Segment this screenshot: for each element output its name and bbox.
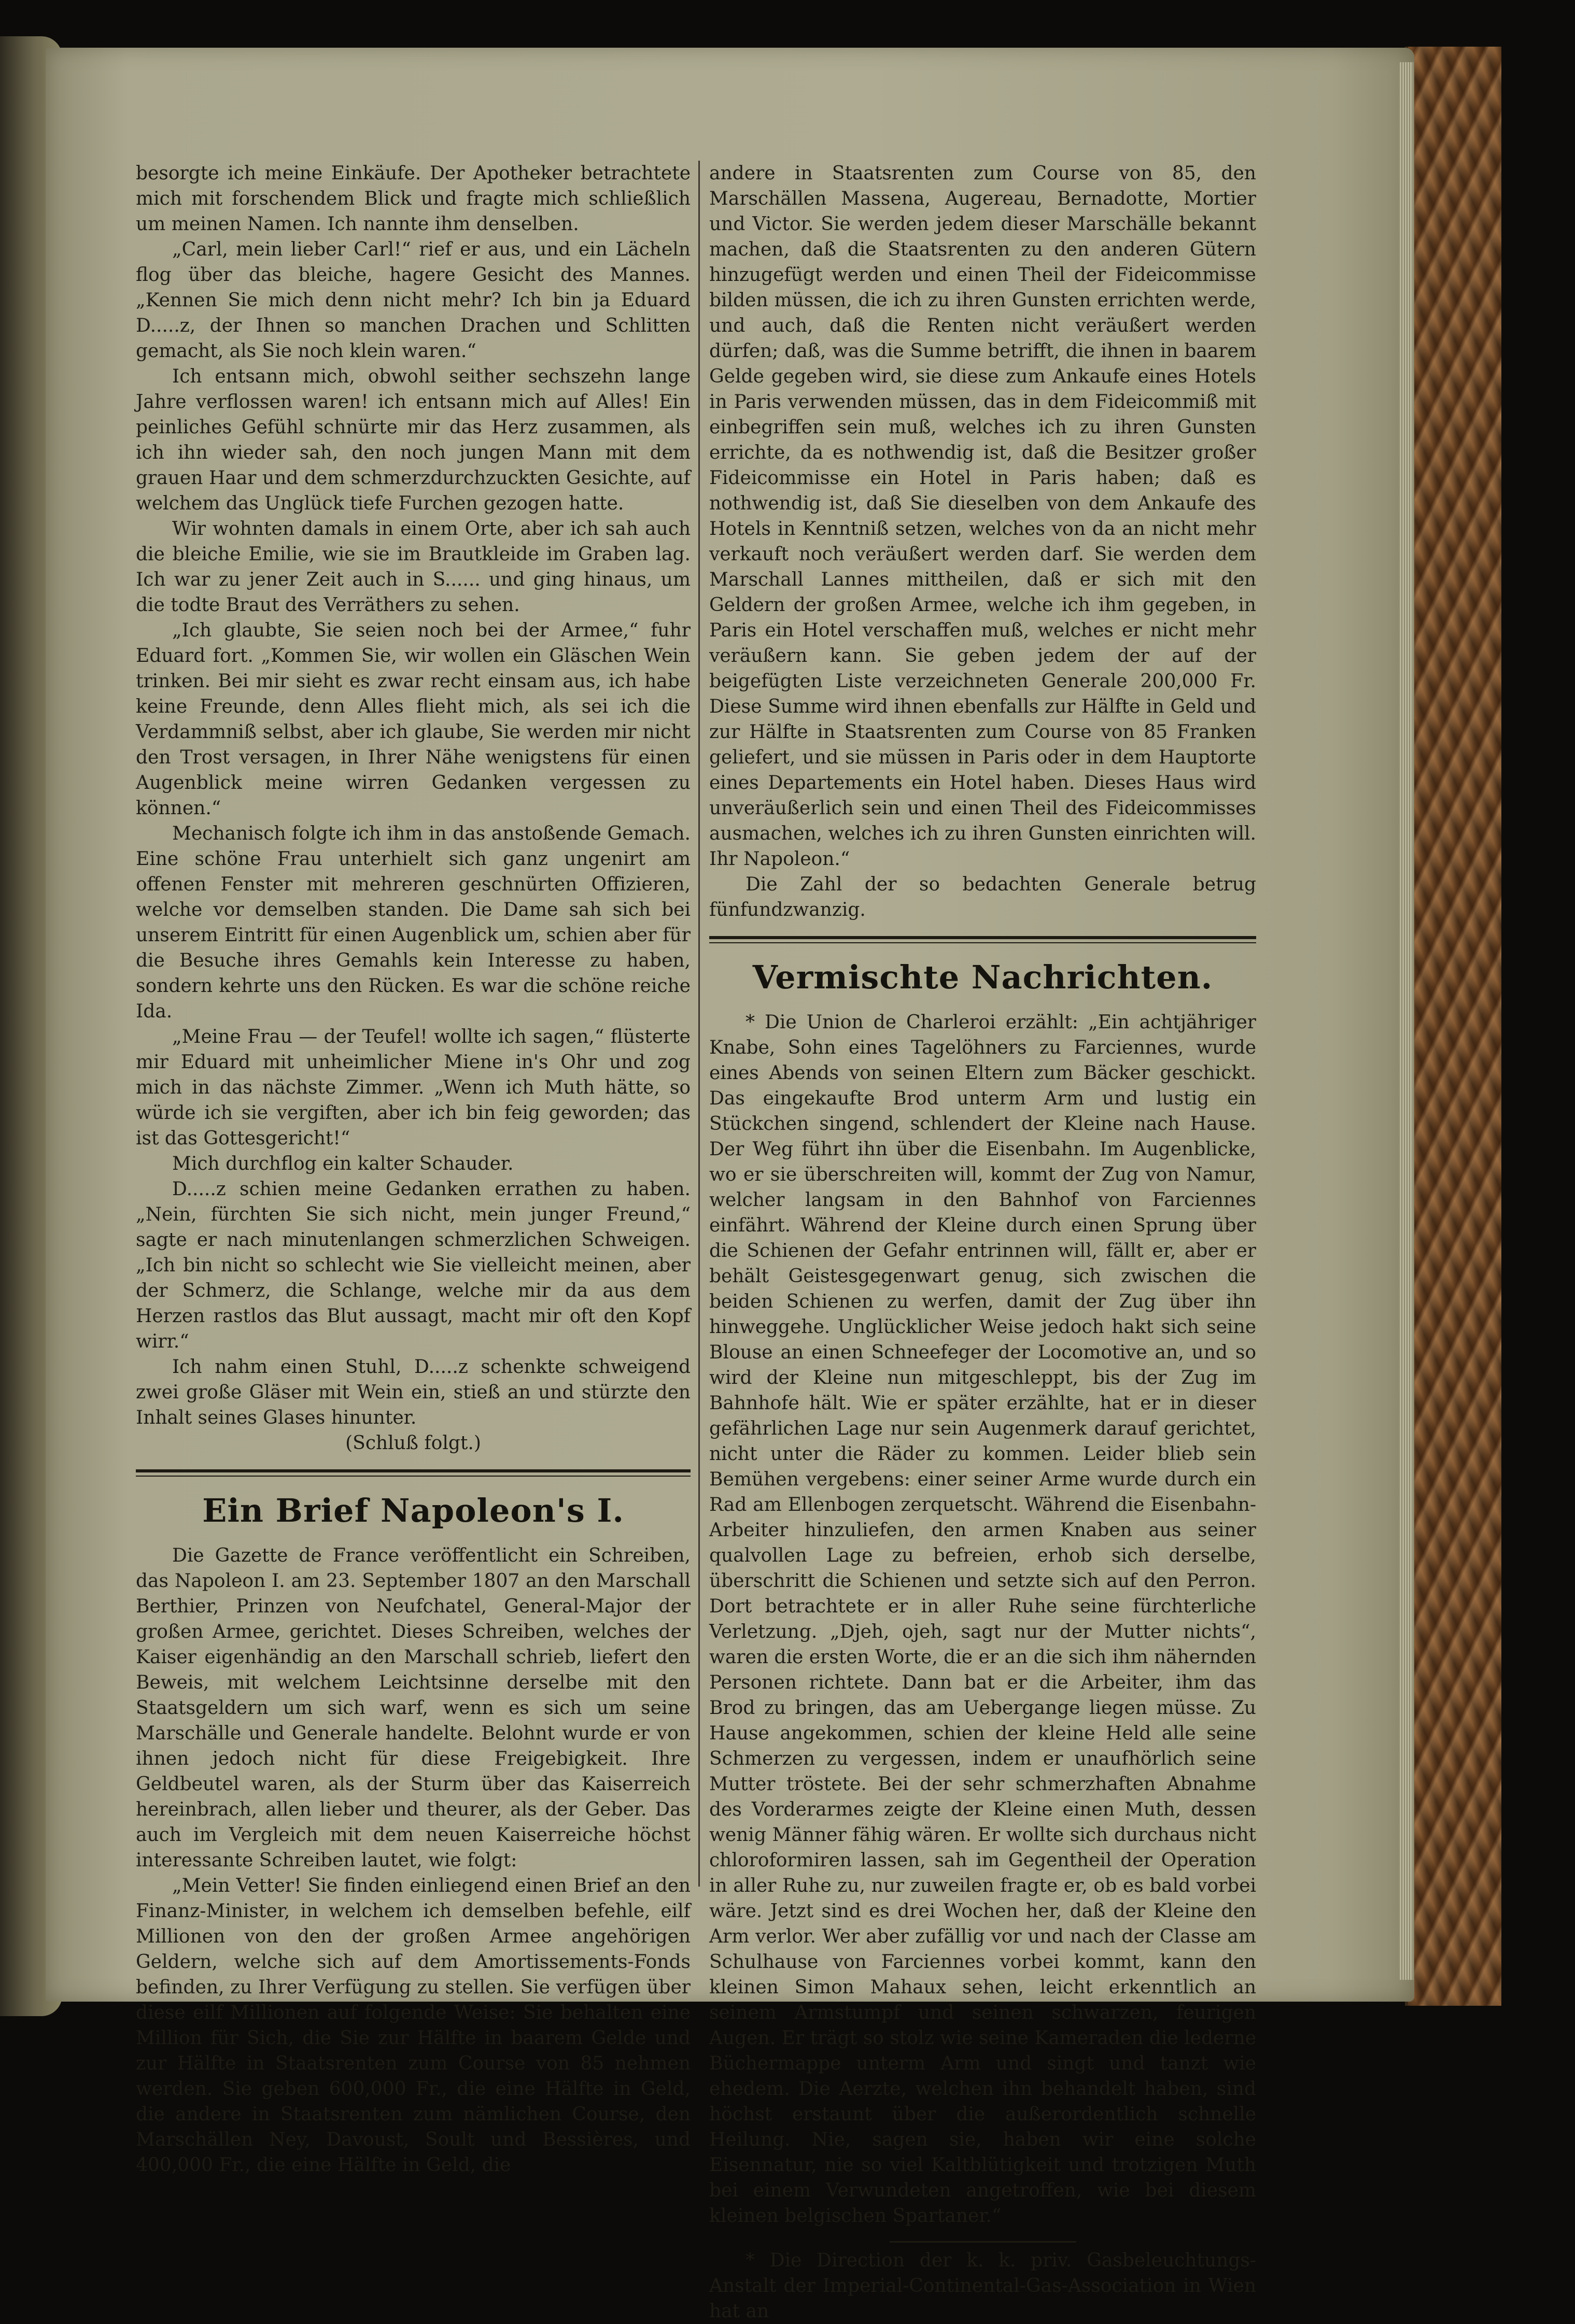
letter-heading: Ein Brief Napoleon's I. bbox=[202, 1492, 624, 1529]
story-paragraph: Mich durchflog ein kalter Schauder. bbox=[172, 1153, 514, 1174]
item-separator bbox=[890, 2241, 1076, 2243]
story-paragraph: besorgte ich meine Einkäufe. Der Apotheker betrachtete mich mit forschendem Blick und fragte mich schließlich um meinen Namen. Ich nannte ihm denselben. bbox=[136, 163, 691, 235]
story-paragraph: Wir wohnten damals in einem Orte, aber ich sah auch die bleiche Emilie, wie sie im Brautkleide im Graben lag. Ich war zu jener Zeit auch in S...... und ging hinaus, um die todte Braut des Verräthers zu sehen. bbox=[136, 518, 691, 616]
news-item: * Die Union de Charleroi erzählt: „Ein achtjähriger Knabe, Sohn eines Tagelöhners zu Farciennes, wurde eines Abends von seinen Eltern zum Bäcker geschickt. Das eingekaufte Brod unterm Arm und lustig ein Stückchen singend, schlendert der Kleine nach Hause. Der Weg führt ihn über die Eisenbahn. Im Augenblicke, wo er sie überschreiten will, kommt der Zug von Namur, welcher langsam in den Bahnhof von Farciennes einfährt. Während der Kleine durch einen Sprung über die Schienen der Gefahr entrinnen will, fällt er, aber er behält Geistesgegenwart genug, sich zwischen die beiden Schienen zu werfen, damit der Zug über ihn hinweggehe. Unglücklicher Weise jedoch hakt sich seine Blouse an einen Schneefeger der Locomotive an, und so wird der Kleine nun mitgeschleppt, bis der Zug im Bahnhofe hält. Wie er später erzählte, hat er in dieser gefährlichen Lage nur sein Augenmerk darauf gerichtet, nicht unter die Räder zu kommen. Leider blieb sein Bemühen vergebens: einer seiner Arme wurde durch ein Rad am Ellenbogen zerquetscht. Während die Eisenbahn-Arbeiter hinzuliefen, den armen Knaben aus seiner qualvollen Lage zu befreien, erhob sich derselbe, überschritt die Schienen und setzte sich auf den Perron. Dort betrachtete er in aller Ruhe seine fürchterliche Verletzung. „Djeh, ojeh, sagt nur der Mutter nichts“, waren die ersten Worte, die er an die sich ihm nähernden Personen richtete. Dann bat er die Arbeiter, ihm das Brod zu bringen, das am Uebergange liegen müsse. Zu Hause angekommen, schien der kleine Held alle seine Schmerzen zu vergessen, indem er unaufhörlich seine Mutter tröstete. Bei der sehr schmerzhaften Abnahme des Vorderarmes zeigte der Kleine einen Muth, dessen wenig Männer fähig wären. Er wollte sich durchaus nicht chloroformiren lassen, sah im Gegentheil der Operation in aller Ruhe zu, nur zuweilen fragte er, ob es bald vorbei wäre. Jetzt sind es drei Wochen her, daß der Kleine den Arm verlor. Wer aber zufällig vor und nach der Classe am Schulhause von Farciennes vorbei kommt, kann den kleinen Simon Mahaux sehen, leicht erkenntlich an seinem Armstumpf und seinen schwarzen, feurigen Augen. Er trägt so stolz wie seine Kameraden die lederne Büchermappe unterm Arm und singt und tanzt wie ehedem. Die Aerzte, welchen ihn behandelt haben, sind höchst erstaunt über die außerordentlich schnelle Heilung. Nie, sagen sie, haben wir eine solche Eisennatur, nie so viel Kaltblütigkeit und trotzigen Muth bei einem Verwundeten angetroffen, wie bei diesem kleinen belgischen Spartaner.“ bbox=[709, 1012, 1257, 2227]
right-column bbox=[709, 161, 1256, 2324]
letter-paragraph: Die Gazette de France veröffentlicht ein Schreiben, das Napoleon I. am 23. September 1807 an den Marschall Berthier, Prinzen von Neufchatel, General-Major der großen Armee, gerichtet. Dieses Schreiben, welches der Kaiser eigenhändig an den Marschall schrieb, liefert den Beweis, mit welchem Leichtsinne derselbe mit den Staatsgeldern um sich warf, wenn es sich um seine Marschälle und Generale handelte. Belohnt wurde er von ihnen jedoch nicht für diese Freigebigkeit. Ihre Geldbeutel waren, als der Sturm über das Kaiserreich hereinbrach, allen lieber und theurer, als der Geber. Das auch im Vergleich mit dem neuen Kaiserreiche höchst interessante Schreiben lautet, wie folgt: bbox=[136, 1545, 691, 1871]
story-paragraph: Mechanisch folgte ich ihm in das anstoßende Gemach. Eine schöne Frau unterhielt sich ganz ungenirt am offenen Fenster mit mehreren geschnürten Offizieren, welche vor demselben standen. Die Dame sah sich bei unserem Eintritt für einen Augenblick um, schien aber für die Besuche ihres Gemahls kein Interesse zu haben, sondern kehrte uns den Rücken. Es war die schöne reiche Ida. bbox=[136, 823, 691, 1022]
story-paragraph: Ich nahm einen Stuhl, D.....z schenkte schweigend zwei große Gläser mit Wein ein, stieß an und stürzte den Inhalt seines Glases hinunter. bbox=[136, 1356, 691, 1428]
news-item: * Die Direction der k. k. priv. Gasbeleuchtungs-Anstalt der Imperial-Continental-Gas-Association in Wien hat an bbox=[709, 2250, 1256, 2322]
section-rule-thin bbox=[136, 1476, 691, 1477]
section-rule-thin bbox=[709, 942, 1256, 943]
page-stack-edge bbox=[1400, 62, 1413, 1980]
story-paragraph: „Ich glaubte, Sie seien noch bei der Armee,“ fuhr Eduard fort. „Kommen Sie, wir wollen ein Gläschen Wein trinken. Bei mir sieht es zwar recht einsam aus, ich habe keine Freunde, denn Alles flieht mich, als sei ich die Verdammniß selbst, aber ich glaube, Sie werden mir nicht den Trost versagen, in Ihrer Nähe wenigstens für einen Augenblick meine wirren Gedanken vergessen zu können.“ bbox=[136, 620, 691, 819]
story-paragraph: D.....z schien meine Gedanken errathen zu haben. „Nein, fürchten Sie sich nicht, mein junger Freund,“ sagte er nach minutenlangen schmerzlichen Schweigen. „Ich bin nicht so schlecht wie Sie vielleicht meinen, aber der Schmerz, die Schlange, welche mir da aus dem Herzen rastlos das Blut aussagt, macht mir oft den Kopf wirr.“ bbox=[136, 1179, 691, 1352]
marbled-cover-edge bbox=[1405, 47, 1501, 2006]
section-rule bbox=[136, 1469, 691, 1472]
story-paragraph: „Meine Frau — der Teufel! wollte ich sagen,“ flüsterte mir Eduard mit unheimlicher Miene in's Ohr und zog mich in das nächste Zimmer. „Wenn ich Muth hätte, so würde ich sie vergiften, aber ich bin feig geworden; das ist das Gottesgericht!“ bbox=[136, 1026, 691, 1149]
continued-note: (Schluß folgt.) bbox=[345, 1433, 481, 1454]
left-column bbox=[136, 161, 691, 2178]
section-rule bbox=[709, 936, 1256, 939]
letter-paragraph: „Mein Vetter! Sie finden einliegend einen Brief an den Finanz-Minister, in welchem ich demselben befehle, eilf Millionen von den der großen Armee angehörigen Geldern, welche sich auf dem Amortissements-Fonds befinden, zu Ihrer Verfügung zu stellen. Sie verfügen über diese eilf Millionen auf folgende Weise: Sie behalten eine Million für Sich, die Sie zur Hälfte in baarem Gelde und zur Hälfte in Staatsrenten zum Course von 85 nehmen werden. Sie geben 600,000 Fr., die eine Hälfte in Geld, die andere in Staatsrenten zum nämlichen Course, den Marschällen Ney, Davoust, Soult und Bessières, und 400,000 Fr., die eine Hälfte in Geld, die bbox=[136, 1875, 691, 2176]
letter-closing-note: Die Zahl der so bedachten Generale betrug fünfundzwanzig. bbox=[709, 874, 1256, 920]
story-paragraph: Ich entsann mich, obwohl seither sechszehn lange Jahre verflossen waren! ich entsann mich auf Alles! Ein peinliches Gefühl schnürte mir das Herz zusammen, als ich ihn wieder sah, den noch jungen Mann mit dem grauen Haar und dem schmerzdurchzuckten Gesichte, auf welchem das Unglück tiefe Furchen gezogen hatte. bbox=[136, 366, 691, 514]
column-divider bbox=[698, 161, 700, 1887]
letter-continuation: andere in Staatsrenten zum Course von 85, den Marschällen Massena, Augereau, Bernadotte, Mortier und Victor. Sie werden jedem dieser Marschälle bekannt machen, daß die Staatsrenten zu den anderen Gütern hinzugefügt werden und einen Theil der Fideicommisse bilden müssen, die ich zu ihren Gunsten errichten werde, und auch, daß die Renten nicht veräußert werden dürfen; daß, was die Summe betrifft, die ihnen in baarem Gelde gegeben wird, sie diese zum Ankaufe eines Hotels in Paris verwenden müssen, das in dem Fideicommiß mit einbegriffen sein muß, welches ich zu ihren Gunsten errichte, da es nothwendig ist, daß die Besitzer großer Fideicommisse ein Hotel in Paris haben; daß es nothwendig ist, daß Sie dieselben von dem Ankaufe des Hotels in Kenntniß setzen, welches von da an nicht mehr verkauft noch veräußert werden darf. Sie werden dem Marschall Lannes mittheilen, daß er sich mit den Geldern der großen Armee, welche ich ihm gegeben, in Paris ein Hotel verschaffen muß, welches er nicht mehr veräußern kann. Sie geben jedem der auf der beigefügten Liste verzeichneten Generale 200,000 Fr. Diese Summe wird ihnen ebenfalls zur Hälfte in Geld und zur Hälfte in Staatsrenten zum Course von 85 Franken geliefert, und sie müssen in Paris oder in dem Hauptorte eines Departements ein Hotel haben. Dieses Haus wird unveräußerlich sein und einen Theil des Fideicommisses ausmachen, welches ich zu ihren Gunsten einrichten will. Ihr Napoleon.“ bbox=[709, 163, 1256, 870]
story-paragraph: „Carl, mein lieber Carl!“ rief er aus, und ein Lächeln flog über das bleiche, hagere Gesicht des Mannes. „Kennen Sie mich denn nicht mehr? Ich bin ja Eduard D.....z, der Ihnen so manchen Drachen und Schlitten gemacht, als Sie noch klein waren.“ bbox=[136, 239, 691, 362]
news-heading: Vermischte Nachrichten. bbox=[752, 958, 1213, 996]
